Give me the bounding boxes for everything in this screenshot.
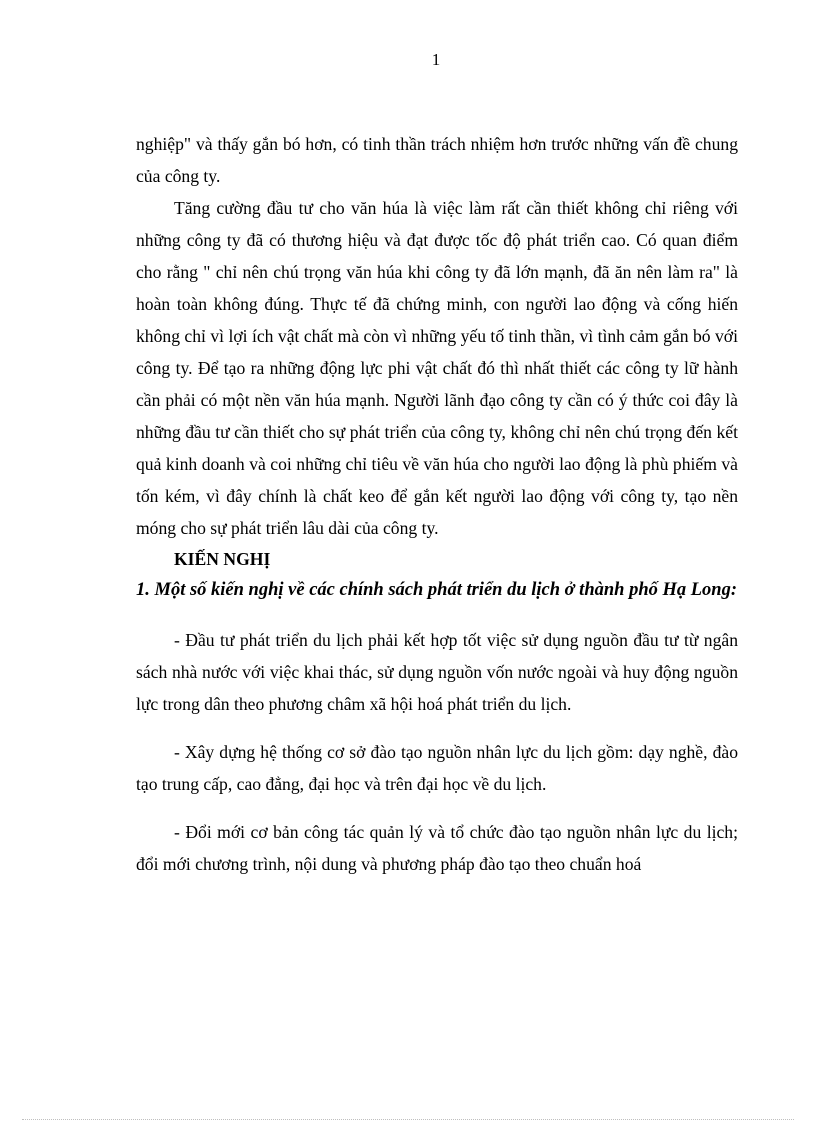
document-body	[136, 128, 738, 880]
bullet-item: - Đầu tư phát triển du lịch phải kết hợp tốt việc sử dụng nguồn đầu tư từ ngân sách nhà nước với việc khai thác, sử dụng nguồn vốn nước ngoài và huy động nguồn lực trong dân theo phương châm xã hội hoá phát triển du lịch.	[136, 630, 738, 714]
page-bottom-divider	[22, 1119, 794, 1120]
paragraph-culture-investment: Tăng cường đầu tư cho văn húa là việc làm rất cần thiết không chỉ riêng với những công ty đã có thương hiệu và đạt được tốc độ phát triển cao. Có quan điểm cho rằng " chỉ nên chú trọng văn húa khi công ty đã lớn mạnh, đã ăn nên làm ra" là hoàn toàn không đúng. Thực tế đã chứng minh, con người lao động và cống hiến không chỉ vì lợi ích vật chất mà còn vì những yếu tố tinh thần, vì tình cảm gắn bó với công ty. Để tạo ra những động lực phi vật chất đó thì nhất thiết các công ty lữ hành cần phải có một nền văn húa mạnh. Người lãnh đạo công ty cần có ý thức coi đây là những đầu tư cần thiết cho sự phát triển của công ty, không chỉ nên chú trọng đến kết quả kinh doanh và coi những chỉ tiêu về văn húa cho người lao động là phù phiếm và tốn kém, vì đây chính là chất keo để gắn kết người lao động với công ty, tạo nền móng cho sự phát triển lâu dài của công ty.	[136, 198, 738, 538]
section-subheading: 1. Một số kiến nghị về các chính sách phát triển du lịch ở thành phố Hạ Long:	[136, 580, 737, 600]
page-number: 1	[431, 50, 441, 69]
section-heading: KIẾN NGHỊ	[174, 549, 271, 569]
bullet-item: - Xây dựng hệ thống cơ sở đào tạo nguồn nhân lực du lịch gồm: dạy nghề, đào tạo trung cấp, cao đẳng, đại học và trên đại học về du lịch.	[136, 742, 738, 794]
paragraph-continuation: nghiệp" và thấy gắn bó hơn, có tinh thần trách nhiệm hơn trước những vấn đề chung của công ty.	[136, 134, 738, 186]
bullet-item: - Đổi mới cơ bản công tác quản lý và tổ chức đào tạo nguồn nhân lực du lịch; đổi mới chương trình, nội dung và phương pháp đào tạo theo chuẩn hoá	[136, 822, 738, 874]
